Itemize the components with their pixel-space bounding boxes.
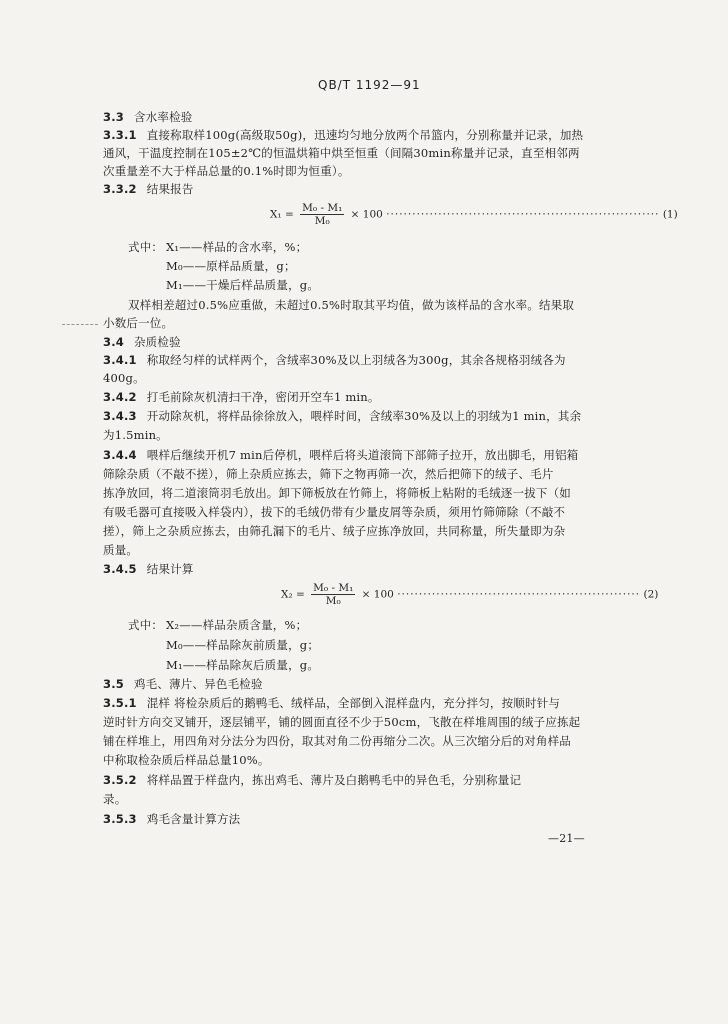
section-title: 结果计算 xyxy=(146,562,194,576)
paragraph-line: 将样品置于样盘内，拣出鸡毛、薄片及白鹅鸭毛中的异色毛，分别称量记 xyxy=(146,773,522,787)
paragraph-line: 次重量差不大于样品总量的0.1%时即为恒重）。 xyxy=(103,164,350,178)
paragraph-line: 质量。 xyxy=(103,543,139,557)
where-item: M₁——干燥后样品质量，g。 xyxy=(166,278,320,292)
section-number: 3.3 xyxy=(103,110,124,124)
paragraph-line: 通风，干温度控制在105±2℃的恒温烘箱中烘至恒重（间隔30min称量并记录，直至相邻两 xyxy=(103,146,580,160)
equation-fraction xyxy=(311,582,355,607)
where-item: X₁——样品的含水率，%； xyxy=(166,240,308,254)
section-3-4-4-line-1 xyxy=(103,448,579,462)
section-number: 3.4.4 xyxy=(103,448,137,462)
section-number: 3.4.3 xyxy=(103,409,137,423)
equation-2 xyxy=(281,582,658,607)
equation-leader-dots: ························································ xyxy=(397,588,641,601)
equation-lhs: X₁ = xyxy=(270,208,294,221)
section-number: 3.5.1 xyxy=(103,696,137,710)
paragraph-line: 400g。 xyxy=(103,371,145,385)
paragraph-line: 中称取检杂质后样品总量10%。 xyxy=(103,753,270,767)
paragraph-line: 有吸毛器可直接吸入样袋内），拔下的毛绒仍带有少量皮屑等杂质，须用竹筛筛除（不敲不 xyxy=(103,505,566,519)
equation-number: (1) xyxy=(662,208,678,221)
where-item: M₁——样品除灰后质量，g。 xyxy=(166,658,320,672)
fraction-denominator: M₀ xyxy=(314,215,330,227)
section-title: 杂质检验 xyxy=(133,335,181,349)
paragraph-line: 直接称取样100g(高级取50g)，迅速均匀地分放两个吊篮内，分别称量并记录，加热 xyxy=(146,128,584,142)
section-number: 3.4 xyxy=(103,335,124,349)
section-3-3-1-line-1 xyxy=(103,128,583,142)
paragraph-line: 称取经匀样的试样两个，含绒率30%及以上羽绒各为300g，其余各规格羽绒各为 xyxy=(146,353,566,367)
paragraph-line: 小数后一位。 xyxy=(103,316,174,330)
standard-header: QB/T 1192—91 xyxy=(318,78,421,92)
section-3-5-heading xyxy=(103,677,263,691)
section-3-5-3-heading xyxy=(103,812,240,826)
section-number: 3.5.3 xyxy=(103,812,137,826)
paragraph-line: 混样 将检杂质后的鹅鸭毛、绒样品，全部倒入混样盘内，充分拌匀，按顺时针与 xyxy=(146,696,561,710)
equation-fraction xyxy=(300,202,344,227)
section-title: 鸡毛、薄片、异色毛检验 xyxy=(133,677,263,691)
section-number: 3.4.1 xyxy=(103,353,137,367)
paragraph-line: 喂样后继续开机7 min后停机，喂样后将头道滚筒下部筛子拉开，放出脚毛，用铝箱 xyxy=(146,448,579,462)
section-3-4-heading xyxy=(103,335,181,349)
section-title: 鸡毛含量计算方法 xyxy=(146,812,241,826)
section-3-5-2-line-1 xyxy=(103,773,521,787)
section-3-4-5-heading xyxy=(103,562,194,576)
section-number: 3.3.2 xyxy=(103,182,137,196)
equation-leader-dots: ······························································· xyxy=(386,208,660,221)
equation-number: (2) xyxy=(643,588,659,601)
margin-mark xyxy=(62,324,98,325)
equation-rhs: × 100 xyxy=(361,588,394,601)
where-item: X₂——样品杂质含量，%； xyxy=(166,618,308,632)
paragraph-line: 为1.5min。 xyxy=(103,428,168,442)
paragraph-line: 搓），筛上之杂质应拣去，由筛孔漏下的毛片、绒子应拣净放回，共同称量，所失量即为杂 xyxy=(103,524,566,538)
fraction-denominator: M₀ xyxy=(325,595,341,607)
paragraph-line: 打毛前除灰机清扫干净，密闭开空车1 min。 xyxy=(146,390,380,404)
section-number: 3.5.2 xyxy=(103,773,137,787)
paragraph-line: 铺在样堆上，用四角对分法分为四份，取其对角二份再缩分二次。从三次缩分后的对角样品 xyxy=(103,734,571,748)
equation-1 xyxy=(270,202,678,227)
section-number: 3.3.1 xyxy=(103,128,137,142)
where-item: M₀——原样品质量，g； xyxy=(166,259,296,273)
section-3-5-1-line-1 xyxy=(103,696,560,710)
paragraph-line: 筛除杂质（不敲不搓），筛上杂质应拣去，筛下之物再筛一次，然后把筛下的绒子、毛片 xyxy=(103,467,554,481)
where-clause-1-intro: 式中： xyxy=(128,240,164,254)
equation-lhs: X₂ = xyxy=(281,588,305,601)
where-clause-2-intro: 式中： xyxy=(128,618,164,632)
fraction-numerator: M₀ - M₁ xyxy=(302,202,343,214)
section-3-4-1-line-1 xyxy=(103,353,566,367)
section-3-4-2 xyxy=(103,390,380,404)
paragraph-line: 双样相差超过0.5%应重做，未超过0.5%时取其平均值，做为该样品的含水率。结果取 xyxy=(128,298,575,312)
section-number: 3.5 xyxy=(103,677,124,691)
paragraph-line: 拣净放回，将二道滚筒羽毛放出。卸下筛板放在竹筛上，将筛板上粘附的毛绒逐一拔下（如 xyxy=(103,486,571,500)
section-number: 3.4.2 xyxy=(103,390,137,404)
paragraph-line: 录。 xyxy=(103,792,127,806)
page-number: —21— xyxy=(548,832,585,845)
section-3-4-3-line-1 xyxy=(103,409,581,423)
fraction-numerator: M₀ - M₁ xyxy=(313,582,354,594)
equation-rhs: × 100 xyxy=(350,208,383,221)
section-title: 含水率检验 xyxy=(133,110,193,124)
paragraph-line: 逆时针方向交叉铺开，逐层铺平，铺的圆面直径不少于50cm，飞散在样堆周围的绒子应拣起 xyxy=(103,715,581,729)
section-number: 3.4.5 xyxy=(103,562,137,576)
where-item: M₀——样品除灰前质量，g； xyxy=(166,638,320,652)
section-3-3-heading xyxy=(103,110,192,124)
section-title: 结果报告 xyxy=(146,182,194,196)
section-3-3-2-heading xyxy=(103,182,194,196)
paragraph-line: 开动除灰机，将样品徐徐放入，喂样时间，含绒率30%及以上的羽绒为1 min，其余 xyxy=(146,409,582,423)
